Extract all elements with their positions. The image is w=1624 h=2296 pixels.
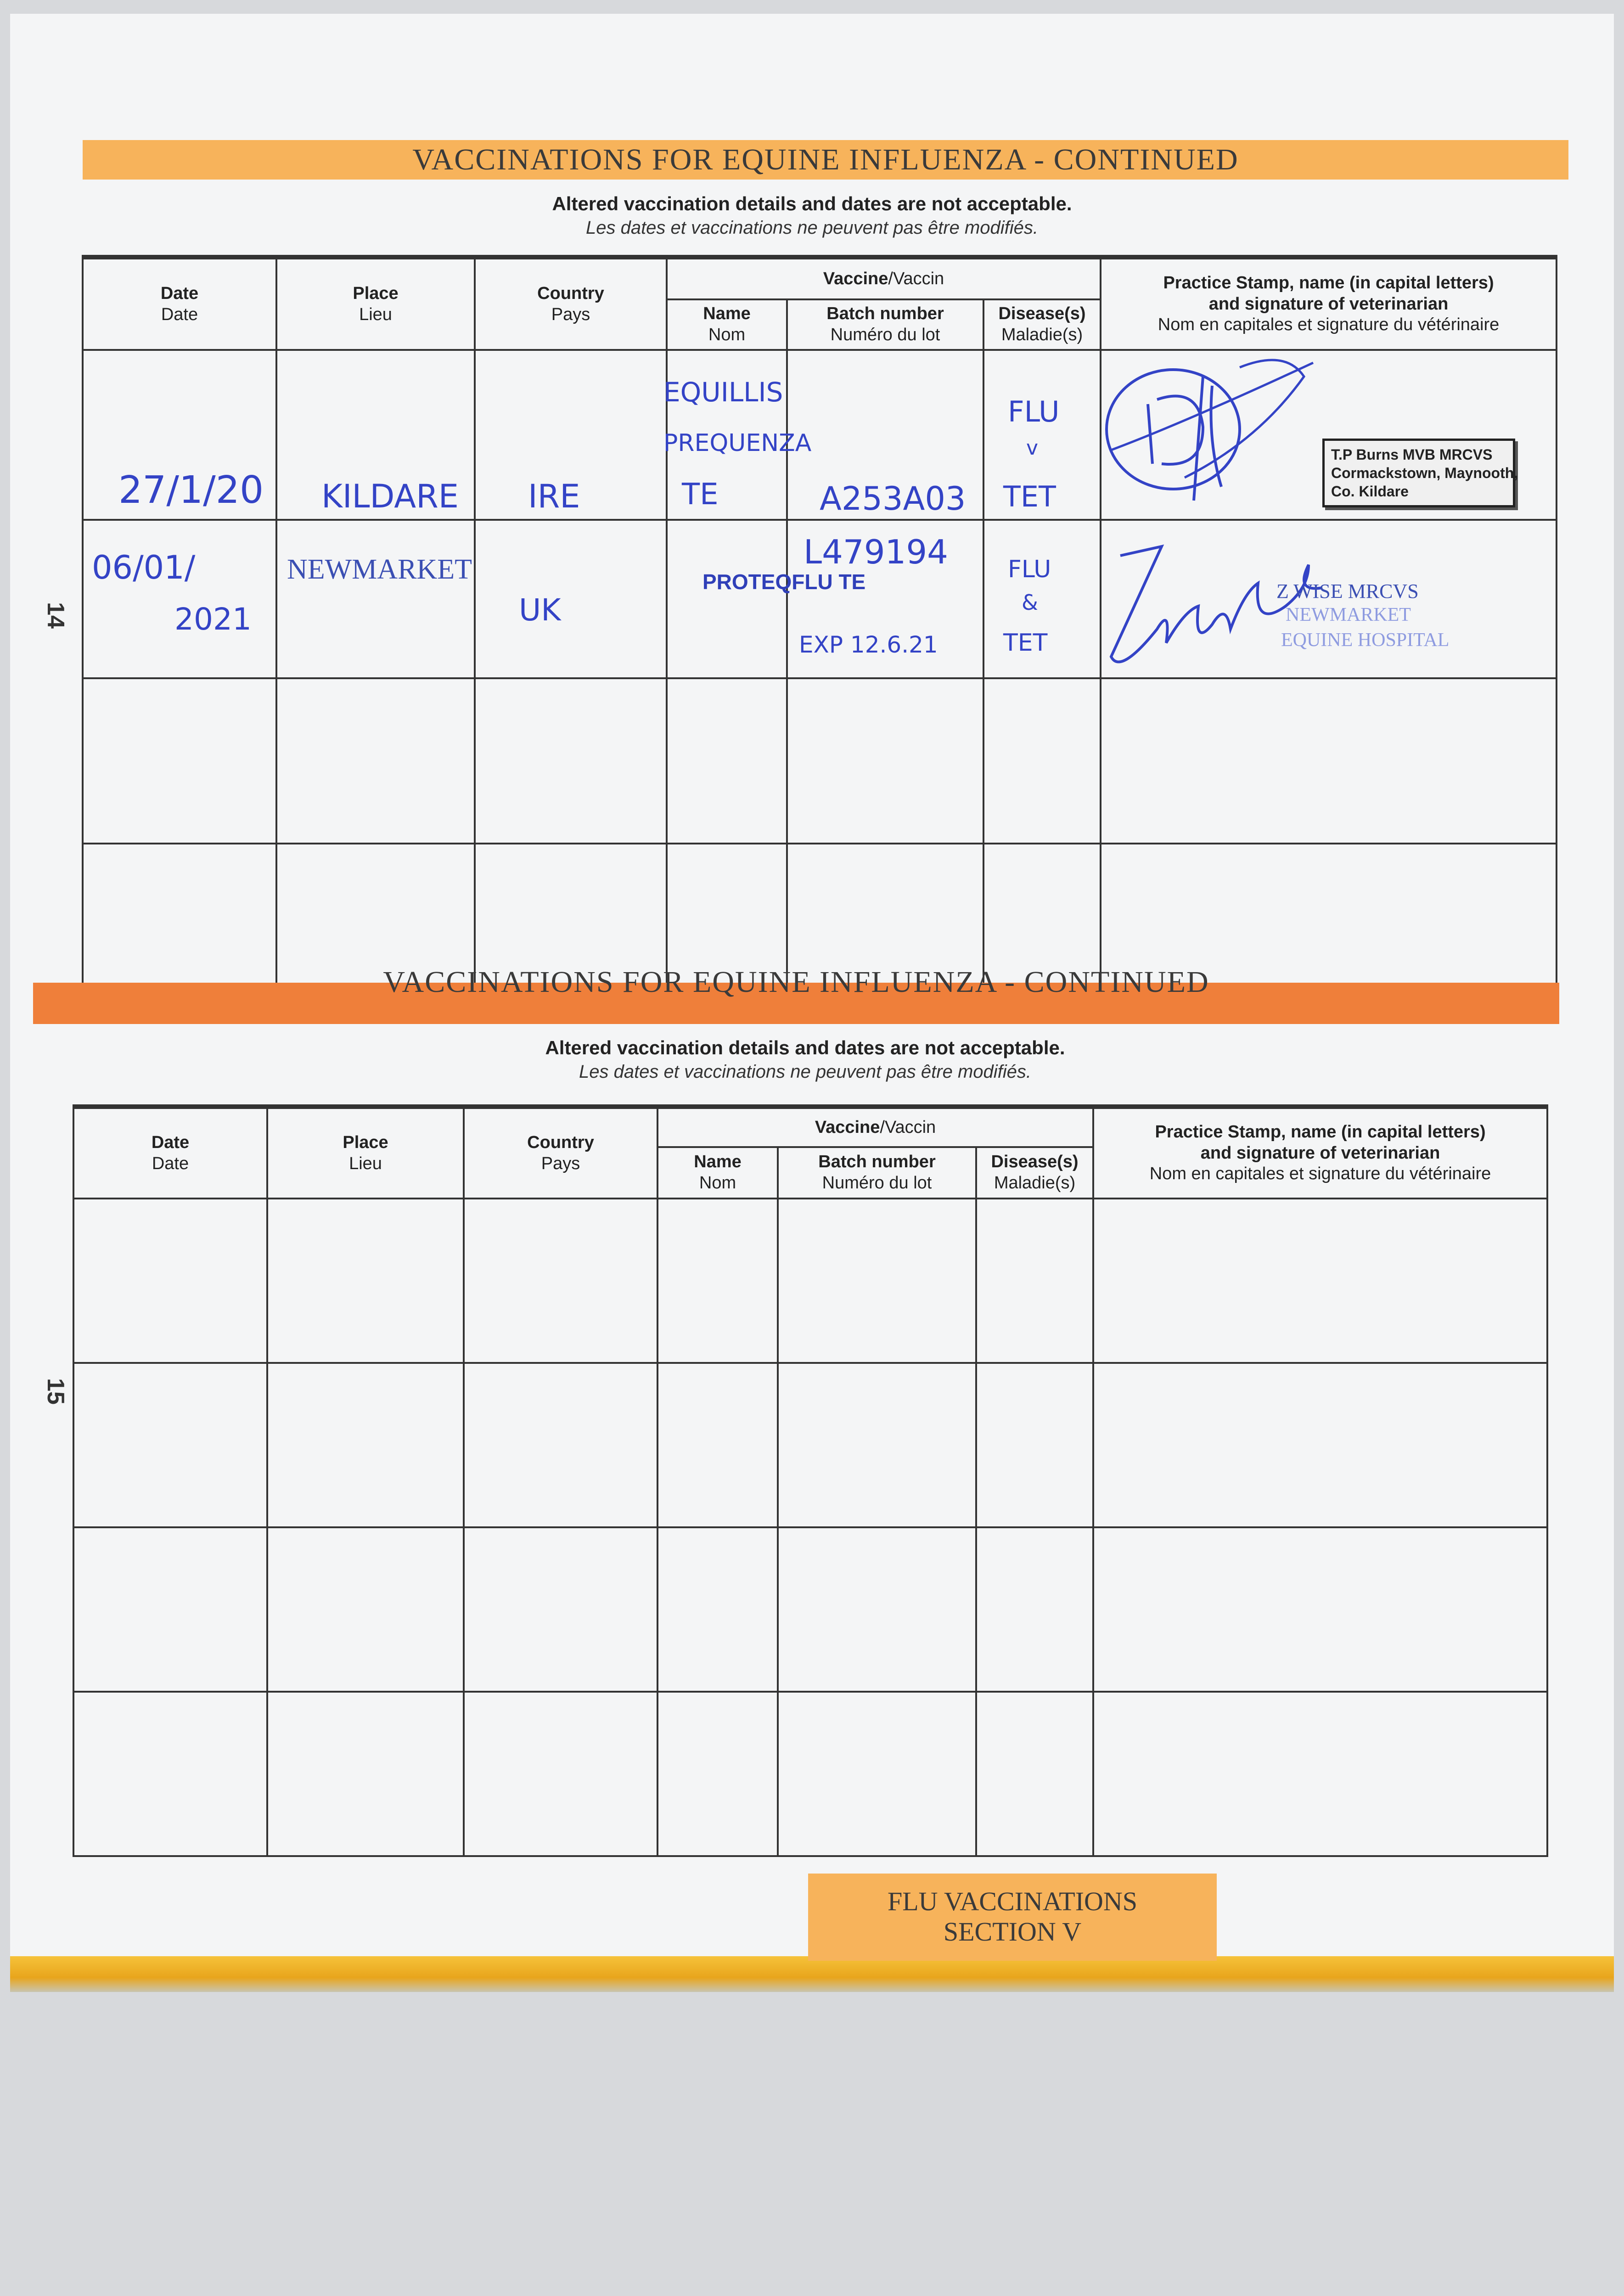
page14-notice-en: Altered vaccination details and dates are not acceptable. bbox=[552, 193, 1072, 214]
table-row bbox=[73, 1363, 1547, 1527]
header-practice-stamp: Practice Stamp, name (in capital letters) and signature of veterinarian Nom en capitales et signature du vétérinaire bbox=[1093, 1107, 1547, 1199]
page14-notice bbox=[0, 193, 1624, 238]
row1-vet-signature bbox=[1093, 349, 1322, 542]
header-date: Date Date bbox=[83, 257, 276, 350]
row1-batch-number: A253A03 bbox=[820, 480, 966, 518]
header-date: Date Date bbox=[73, 1107, 267, 1199]
row1-date: 27/1/20 bbox=[118, 468, 264, 512]
header-diseases: Disease(s) Maladie(s) bbox=[983, 299, 1101, 350]
page15-notice-en: Altered vaccination details and dates are not acceptable. bbox=[545, 1037, 1065, 1058]
header-country: Country Pays bbox=[464, 1107, 657, 1199]
header-practice-stamp: Practice Stamp, name (in capital letters) and signature of veterinarian Nom en capitales et signature du vétérinaire bbox=[1101, 257, 1557, 350]
row2-vet-practice-2: EQUINE HOSPITAL bbox=[1281, 630, 1450, 651]
header-country: Country Pays bbox=[475, 257, 667, 350]
section-label-line-2: SECTION V bbox=[943, 1917, 1082, 1947]
row1-practice-stamp: T.P Burns MVB MRCVS Cormackstown, Maynooth, Co. Kildare bbox=[1322, 439, 1515, 507]
row1-disease-1: FLU bbox=[1008, 395, 1060, 428]
page14-banner-text: VACCINATIONS FOR EQUINE INFLUENZA - CONTINUED bbox=[412, 143, 1239, 176]
row1-vaccine-name-1: EQUILLIS bbox=[663, 377, 783, 408]
header-batch-number: Batch number Numéro du lot bbox=[778, 1147, 976, 1199]
page15-notice-fr: Les dates et vaccinations ne peuvent pas être modifiés. bbox=[579, 1062, 1032, 1082]
row2-date-1: 06/01/ bbox=[92, 549, 196, 586]
page-number-15: 15 bbox=[42, 1378, 69, 1405]
header-diseases: Disease(s) Maladie(s) bbox=[976, 1147, 1093, 1199]
header-vaccine-name: Name Nom bbox=[667, 299, 787, 350]
table-row bbox=[73, 1692, 1547, 1856]
row1-vaccine-name-2: PREQUENZA bbox=[663, 429, 812, 457]
row2-place: NEWMARKET bbox=[287, 554, 472, 585]
row2-disease-3: TET bbox=[1003, 629, 1048, 657]
row1-country: IRE bbox=[528, 478, 580, 515]
section-label-line-1: FLU VACCINATIONS bbox=[887, 1886, 1138, 1916]
page14-notice-fr: Les dates et vaccinations ne peuvent pas être modifiés. bbox=[585, 218, 1039, 238]
page-number-14: 14 bbox=[42, 602, 69, 629]
header-vaccine: Vaccine/Vaccin bbox=[667, 257, 1101, 299]
header-vaccine-name: Name Nom bbox=[657, 1147, 778, 1199]
row2-disease-1: FLU bbox=[1008, 556, 1051, 583]
header-place: Place Lieu bbox=[276, 257, 475, 350]
row1-vaccine-name-3: TE bbox=[682, 478, 719, 512]
passport-cover-edge bbox=[10, 1956, 1614, 1992]
header-place: Place Lieu bbox=[267, 1107, 464, 1199]
row2-date-2: 2021 bbox=[174, 602, 252, 637]
page15-vaccination-table bbox=[73, 1104, 1548, 1857]
header-batch-number: Batch number Numéro du lot bbox=[787, 299, 983, 350]
row1-place: KILDARE bbox=[321, 478, 459, 515]
page14-banner bbox=[83, 140, 1568, 180]
page15-notice bbox=[0, 1037, 1617, 1082]
table-row bbox=[73, 1199, 1547, 1363]
row2-vet-practice-1: NEWMARKET bbox=[1286, 604, 1411, 625]
table-row bbox=[73, 1527, 1547, 1692]
page15-banner bbox=[33, 965, 1559, 1024]
header-vaccine: Vaccine/Vaccin bbox=[657, 1107, 1093, 1147]
row1-disease-3: TET bbox=[1003, 480, 1056, 513]
page15-banner-text: VACCINATIONS FOR EQUINE INFLUENZA - CONTINUED bbox=[383, 965, 1209, 999]
row2-expiry: EXP 12.6.21 bbox=[799, 631, 938, 658]
row2-vet-name: Z WISE MRCVS bbox=[1276, 580, 1419, 602]
table-row bbox=[83, 678, 1557, 844]
row1-disease-2: v bbox=[1026, 436, 1039, 460]
row2-batch-number: L479194 bbox=[804, 533, 948, 571]
row2-country: UK bbox=[519, 592, 561, 628]
section-label bbox=[808, 1874, 1217, 1961]
row2-vaccine-name: PROTEQFLU TE bbox=[702, 570, 866, 594]
row2-disease-2: & bbox=[1022, 590, 1038, 615]
